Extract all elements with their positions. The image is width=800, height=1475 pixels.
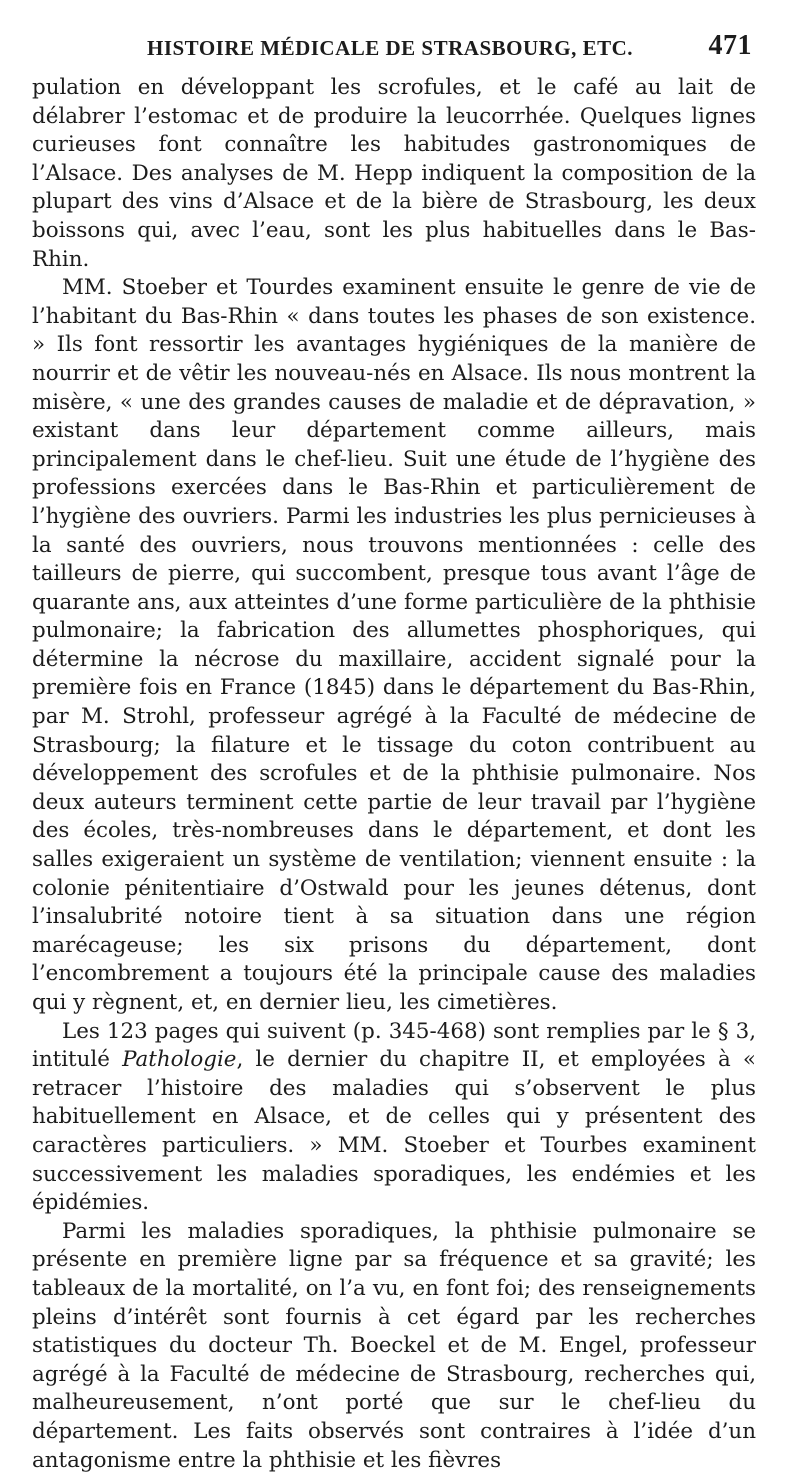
book-page xyxy=(32,30,756,1475)
paragraph-1: pulation en développant les scrofules, et le café au lait de délabrer l’estomac et de produire la leucorrhée. Quelques lignes curieuses font connaître les habitudes gastronomiques de l’Alsace. Des analyses de M. Hepp indiquent la composition de la plupart des vins d’Alsace et de la bière de Strasbourg, les deux boissons qui, avec l’eau, sont les plus habituelles dans le Bas-Rhin. xyxy=(32,75,756,272)
paragraph-3-text-after: , le dernier du chapitre II, et employées à « retracer l’histoire des maladies qui s’observent le plus habituellement en Alsace, et de celles qui y présentent des caractères particuliers. » MM. Stoeber et Tourbes examinent successivement les maladies sporadiques, les endémies et les épidémies. xyxy=(32,1047,756,1216)
paragraph-2: MM. Stoeber et Tourdes examinent ensuite le genre de vie de l’habitant du Bas-Rhin « dans toutes les phases de son existence. » Ils font ressortir les avantages hygiéniques de la manière de nourrir et de vêtir les nouveau-nés en Alsace. Ils nous montrent la misère, « une des grandes causes de maladie et de dépravation, » existant dans leur département comme ailleurs, mais principalement dans le chef-lieu. Suit une étude de l’hygiène des professions exercées dans le Bas-Rhin et particulièrement de l’hygiène des ouvriers. Parmi les industries les plus pernicieuses à la santé des ouvriers, nous trouvons mentionnées : celle des tailleurs de pierre, qui succombent, presque tous avant l’âge de quarante ans, aux atteintes d’une forme particulière de la phthisie pulmonaire; la fabrication des allumettes phosphoriques, qui détermine la nécrose du maxillaire, accident signalé pour la première fois en France (1845) dans le département du Bas-Rhin, par M. Strohl, professeur agrégé à la Faculté de médecine de Strasbourg; la filature et le tissage du coton contribuent au développement des scrofules et de la phthisie pulmonaire. Nos deux auteurs terminent cette partie de leur travail par l’hygiène des écoles, très-nombreuses dans le département, et dont les salles exigeraient un système de ventilation; viennent ensuite : la colonie pénitentiaire d’Ostwald pour les jeunes détenus, dont l’insalubrité notoire tient à sa situation dans une région marécageuse; les six prisons du département, dont l’encombrement a toujours été la principale cause des maladies qui y règnent, et, en dernier lieu, les cimetières. xyxy=(32,275,756,1015)
body-text xyxy=(32,74,756,1475)
running-header xyxy=(32,30,756,74)
paragraph-4: Parmi les maladies sporadiques, la phthisie pulmonaire se présente en première ligne par sa fréquence et sa gravité; les tableaux de la mortalité, on l’a vu, en font foi; des renseignements pleins d’intérêt sont fournis à cet égard par les recherches statistiques du docteur Th. Boeckel et de M. Engel, professeur agrégé à la Faculté de médecine de Strasbourg, recherches qui, malheureusement, n’ont porté que sur le chef-lieu du département. Les faits observés sont contraires à l’idée d’un antagonisme entre la phthisie et les fièvres xyxy=(32,1218,756,1473)
paragraph-3 xyxy=(32,1018,756,1218)
paragraph-3-text-before: Les 123 pages qui suivent (p. 345-468) sont remplies par le § 3, intitulé xyxy=(32,1018,756,1073)
pathologie-emphasis: Pathologie xyxy=(122,1047,237,1073)
page-number: 471 xyxy=(708,30,752,61)
running-title: HISTOIRE MÉDICALE DE STRASBOURG, ETC. xyxy=(147,36,634,60)
